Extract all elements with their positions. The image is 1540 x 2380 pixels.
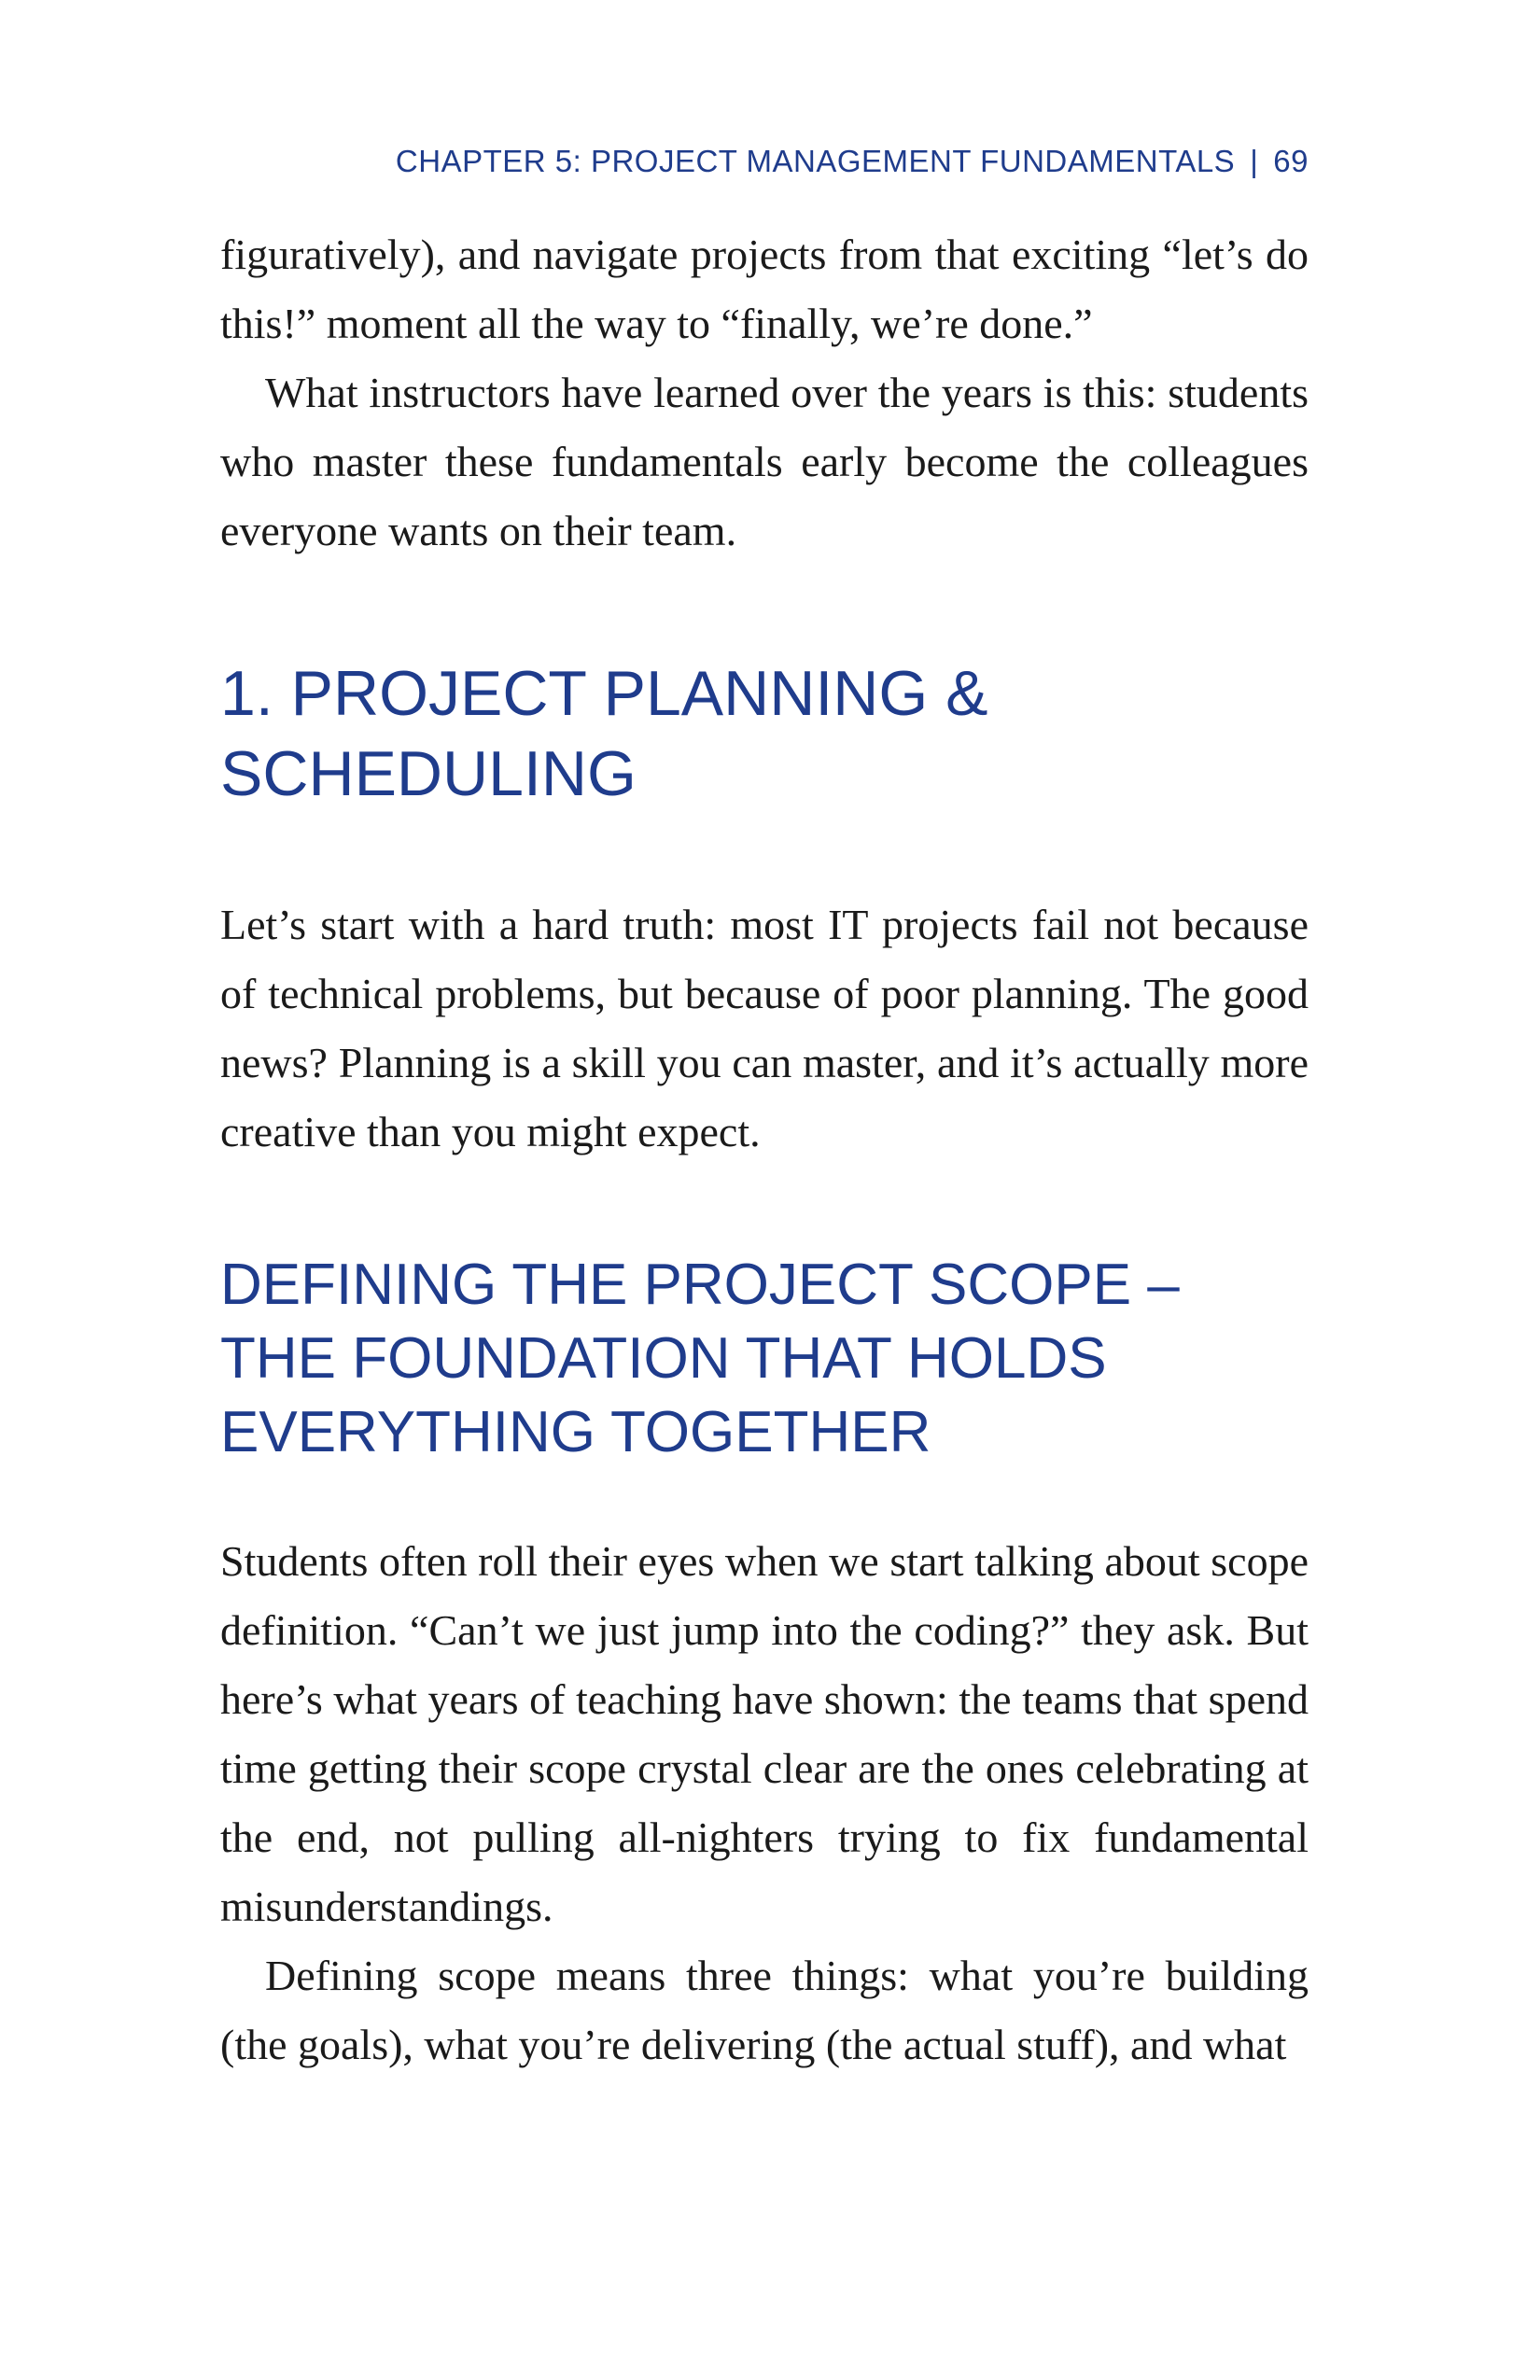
header-separator: |: [1250, 144, 1259, 178]
page-number: 69: [1273, 144, 1309, 178]
chapter-title: CHAPTER 5: PROJECT MANAGEMENT FUNDAMENTALS: [395, 144, 1236, 178]
section-heading: 1. PROJECT PLANNING & SCHEDULING: [220, 658, 988, 809]
running-header: [396, 144, 1309, 179]
paragraph-instructors: What instructors have learned over the years is this: students who master these fundamentals early become the colleagues everyone wants on their team.: [220, 369, 1309, 554]
paragraph-continuation: figuratively), and navigate projects from that exciting “let’s do this!” moment all the way to “finally, we’re done.”: [220, 231, 1309, 347]
paragraph-scope-definition: Students often roll their eyes when we start talking about scope definition. “Can’t we just jump into the coding?” they ask. But here’s what years of teaching have shown: the teams that spend time getting their scope crystal clear are the ones celebrating at the end, not pulling all-nighters trying to fix fundamental misunderstandings.: [220, 1537, 1309, 1930]
paragraph-hard-truth: Let’s start with a hard truth: most IT projects fail not because of technical problems, but because of poor planning. The good news? Planning is a skill you can master, and it’s actually more creative than you might expect.: [220, 901, 1309, 1155]
paragraph-defining-scope: Defining scope means three things: what you’re building (the goals), what you’re delivering (the actual stuff), and what: [220, 1952, 1309, 2068]
subsection-heading: DEFINING THE PROJECT SCOPE – THE FOUNDATION THAT HOLDS EVERYTHING TOGETHER: [220, 1253, 1180, 1464]
